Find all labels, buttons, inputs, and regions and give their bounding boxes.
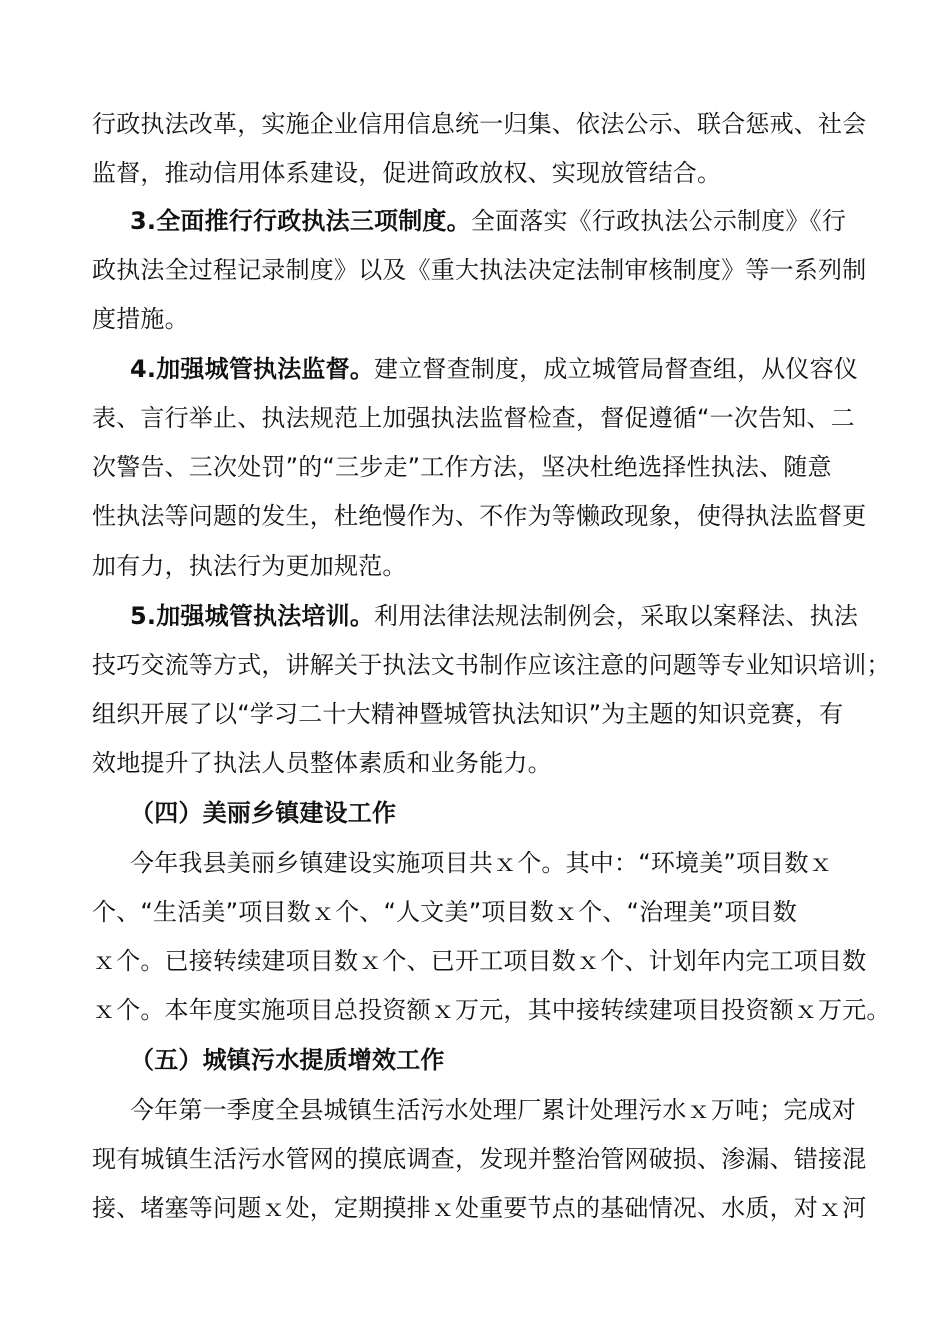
text-line: 行政执法改革，实施企业信用信息统一归集、依法公示、联合惩戒、社会 xyxy=(92,110,867,138)
text-line: ｘ个。本年度实施项目总投资额ｘ万元，其中接转续建项目投资额ｘ万元。 xyxy=(92,996,891,1024)
section-heading: （四）美丽乡镇建设工作 xyxy=(130,799,397,827)
text-line: 表、言行举止、执法规范上加强执法监督检查，督促遵循“一次告知、二 xyxy=(92,404,855,432)
text-line: 度措施。 xyxy=(92,305,189,333)
text-line: 今年第一季度全县城镇生活污水处理厂累计处理污水ｘ万吨；完成对 xyxy=(130,1096,856,1124)
text-line: 组织开展了以“学习二十大精神暨城管执法知识”为主题的知识竞赛，有 xyxy=(92,700,844,728)
text-line: 今年我县美丽乡镇建设实施项目共ｘ个。其中：“环境美”项目数ｘ xyxy=(130,849,833,877)
text-line: ｘ个。已接转续建项目数ｘ个、已开工项目数ｘ个、计划年内完工项目数 xyxy=(92,947,867,975)
text-line: 现有城镇生活污水管网的摸底调查，发现并整治管网破损、渗漏、错接混 xyxy=(92,1145,867,1173)
text-line: 加有力，执法行为更加规范。 xyxy=(92,552,407,580)
paragraph-heading: 5.加强城管执法培训。 xyxy=(130,602,375,630)
paragraph-text: 全面落实《行政执法公示制度》《行 xyxy=(470,207,847,235)
paragraph-text: 利用法律法规法制例会，采取以案释法、执法 xyxy=(374,602,859,630)
text-line: 个、“生活美”项目数ｘ个、“人文美”项目数ｘ个、“治理美”项目数 xyxy=(92,898,797,926)
text-line: 政执法全过程记录制度》以及《重大执法决定法制审核制度》等一系列制 xyxy=(92,256,867,284)
text-line: 性执法等问题的发生，杜绝慢作为、不作为等懒政现象，使得执法监督更 xyxy=(92,502,867,530)
paragraph-text: 建立督查制度，成立城管局督查组，从仪容仪 xyxy=(374,355,859,383)
text-line: 监督，推动信用体系建设，促进简政放权、实现放管结合。 xyxy=(92,159,722,187)
text-line: 技巧交流等方式，讲解关于执法文书制作应该注意的问题等专业知识培训； xyxy=(92,651,891,679)
text-line: 接、堵塞等问题ｘ处，定期摸排ｘ处重要节点的基础情况、水质，对ｘ河 xyxy=(92,1194,867,1222)
paragraph-5 xyxy=(130,596,858,636)
paragraph-heading: 3.全面推行行政执法三项制度。 xyxy=(130,207,471,235)
paragraph-heading: 4.加强城管执法监督。 xyxy=(130,355,375,383)
paragraph-4 xyxy=(130,349,858,389)
section-heading: （五）城镇污水提质增效工作 xyxy=(130,1046,445,1074)
text-line: 次警告、三次处罚”的“三步走”工作方法，坚决杜绝选择性执法、随意 xyxy=(92,453,832,481)
paragraph-3 xyxy=(130,201,846,241)
text-line: 效地提升了执法人员整体素质和业务能力。 xyxy=(92,749,552,777)
